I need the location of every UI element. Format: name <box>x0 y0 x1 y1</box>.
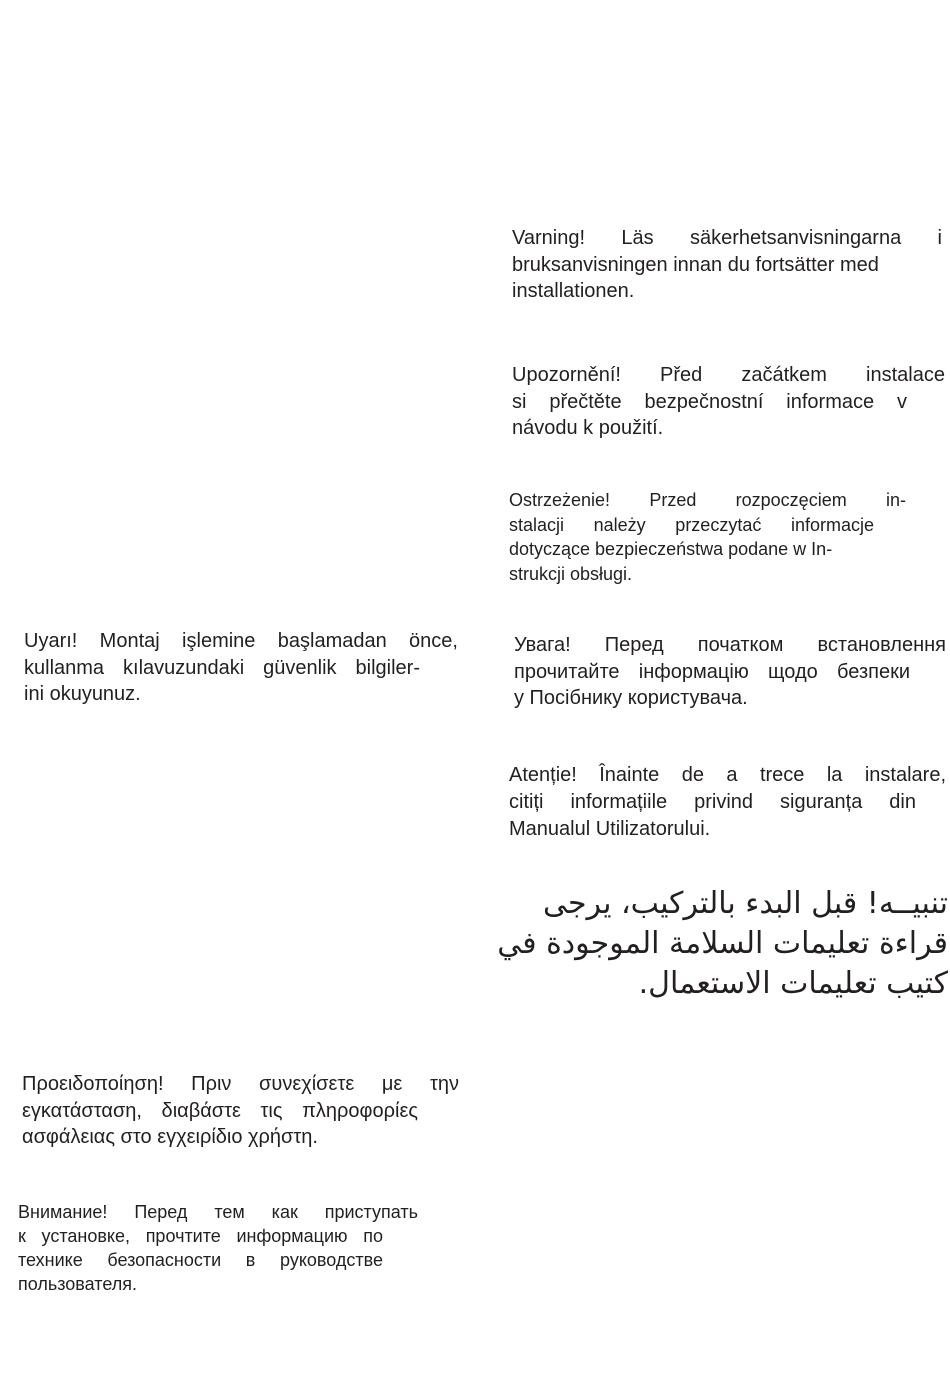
warning-notice-polish <box>509 488 906 586</box>
warning-line: stalacji należy przeczytać informacje <box>509 514 874 535</box>
warning-notice-swedish <box>512 225 942 305</box>
warning-line: dotyczące bezpieczeństwa podane w In- <box>509 539 833 559</box>
warning-line: strukcji obsługi. <box>509 563 633 584</box>
warning-line: installationen. <box>512 280 635 302</box>
warning-notice-ukrainian <box>514 632 946 712</box>
warning-line: у Посібнику користувача. <box>514 687 748 709</box>
warning-line: citiți informațiile privind siguranța din <box>509 791 916 813</box>
warning-line: Увага! Перед початком встановлення <box>514 634 946 656</box>
warning-line: к установке, прочтите информацию по <box>18 1226 383 1246</box>
warning-notice-arabic <box>497 884 948 1004</box>
warning-line: ini okuyunuz. <box>24 683 141 705</box>
warning-line: Varning! Läs säkerhetsanvisningarna i <box>512 227 942 249</box>
warning-line: كتيب تعليمات الاستعمال. <box>638 966 948 1001</box>
warning-line: Uyarı! Montaj işlemine başlamadan önce, <box>24 630 458 652</box>
warning-line: تنبيــه! قبل البدء بالتركيب، يرجى <box>543 886 948 921</box>
warning-line: прочитайте інформацію щодо безпеки <box>514 660 910 683</box>
warning-line: si přečtěte bezpečnostní informace v <box>512 390 907 413</box>
warning-notice-greek <box>22 1071 459 1151</box>
warning-line: Ostrzeżenie! Przed rozpoczęciem in- <box>509 490 906 510</box>
warning-line: Προειδοποίηση! Πριν συνεχίσετε με την <box>22 1073 459 1095</box>
warning-line: قراءة تعليمات السلامة الموجودة في <box>497 926 948 961</box>
warning-line: εγκατάσταση, διαβάστε τις πληροφορίες <box>22 1099 418 1122</box>
warning-line: Atenție! Înainte de a trece la instalare, <box>509 764 946 786</box>
warning-line: kullanma kılavuzundaki güvenlik bilgiler- <box>24 656 420 679</box>
warning-line: bruksanvisningen innan du fortsätter med <box>512 253 879 276</box>
warning-notice-russian <box>18 1200 418 1296</box>
warning-line: технике безопасности в руководстве <box>18 1250 383 1270</box>
warning-line: Manualul Utilizatorului. <box>509 818 711 840</box>
warning-notice-turkish <box>24 628 458 708</box>
warning-line: Внимание! Перед тем как приступать <box>18 1202 418 1222</box>
warning-line: Upozornění! Před začátkem instalace <box>512 364 945 386</box>
warning-line: ασφάλειας στο εγχειρίδιο χρήστη. <box>22 1126 318 1148</box>
warning-line: пользователя. <box>18 1274 137 1294</box>
warning-notice-romanian <box>509 762 946 843</box>
warning-line: návodu k použití. <box>512 417 664 439</box>
warning-notice-czech <box>512 362 945 442</box>
